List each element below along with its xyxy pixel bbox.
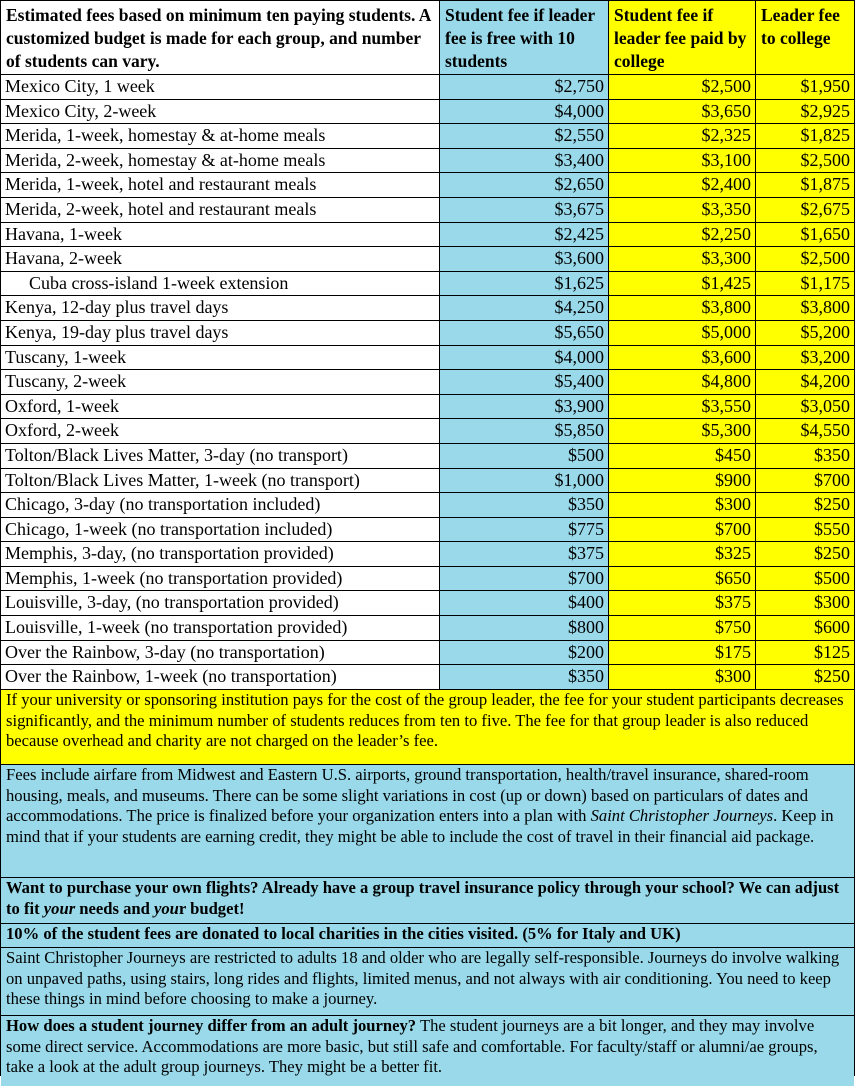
trip-name: Kenya, 19-day plus travel days [1,321,440,345]
table-row [1,223,854,248]
leader-fee: $2,500 [756,247,854,271]
leader-fee: $550 [756,518,854,542]
table-row [1,198,854,223]
student-fee-paid-leader: $300 [609,493,756,517]
student-fee-paid-leader: $450 [609,444,756,468]
trip-name: Over the Rainbow, 1-week (no transportation) [1,665,440,689]
student-fee-free-leader: $3,600 [440,247,609,271]
student-fee-free-leader: $800 [440,616,609,640]
table-row [1,75,854,100]
student-fee-paid-leader: $2,500 [609,75,756,99]
table-row [1,493,854,518]
leader-fee: $300 [756,591,854,615]
header-leader-fee: Leader fee to college [756,1,854,74]
own-flights-your-2: you [154,898,179,918]
table-row [1,149,854,174]
leader-fee: $1,175 [756,272,854,296]
table-row [1,173,854,198]
trip-name: Merida, 1-week, homestay & at-home meals [1,124,440,148]
leader-fee: $3,800 [756,296,854,320]
student-fee-paid-leader: $300 [609,665,756,689]
table-row [1,370,854,395]
donation-note: 10% of the student fees are donated to local charities in the cities visited. (5% for Italy and UK) [1,924,854,948]
table-row [1,346,854,371]
leader-fee: $2,925 [756,100,854,124]
leader-fee: $700 [756,469,854,493]
student-fee-free-leader: $4,000 [440,346,609,370]
leader-fee: $4,550 [756,419,854,443]
student-fee-paid-leader: $1,425 [609,272,756,296]
student-fee-paid-leader: $3,350 [609,198,756,222]
leader-fee: $5,200 [756,321,854,345]
leader-fee: $2,500 [756,149,854,173]
leader-fee: $1,650 [756,223,854,247]
trip-name: Tolton/Black Lives Matter, 1-week (no transport) [1,469,440,493]
table-row [1,616,854,641]
fees-include-note [1,765,854,878]
leader-fee: $250 [756,665,854,689]
header-student-fee-paid-leader: Student fee if leader fee paid by college [609,1,756,74]
trip-name: Mexico City, 1 week [1,75,440,99]
table-row [1,321,854,346]
student-fee-paid-leader: $325 [609,542,756,566]
leader-fee: $350 [756,444,854,468]
table-row [1,641,854,666]
student-fee-paid-leader: $5,000 [609,321,756,345]
trip-name: Merida, 1-week, hotel and restaurant meals [1,173,440,197]
table-row [1,395,854,420]
trip-name: Tuscany, 2-week [1,370,440,394]
table-row [1,542,854,567]
trip-name: Kenya, 12-day plus travel days [1,296,440,320]
trip-name: Memphis, 3-day, (no transportation provided) [1,542,440,566]
fees-include-text-a: Fees include airfare from Midwest and Eastern U.S. airports, ground transportation, health/travel insurance, shared-room housing, meals, and museums. There can be some slight variations in cost (up or down) based on particulars of dates and accommodations. The price is finalized before your organization enters into a plan with [6,764,809,826]
trip-name: Chicago, 1-week (no transportation included) [1,518,440,542]
student-fee-free-leader: $700 [440,567,609,591]
student-fee-free-leader: $1,000 [440,469,609,493]
header-trip: Estimated fees based on minimum ten paying students. A customized budget is made for each group, and number of students can vary. [1,1,440,74]
own-flights-text-c: r budget! [178,898,245,918]
student-fee-free-leader: $4,000 [440,100,609,124]
table-row [1,272,854,297]
student-journey-answer: The student journeys are a bit longer, and they may involve some direct service. Accommodations are more basic, but still safe and comfortable. For faculty/staff or alumni/ae groups, take a look at the adult group journeys. They might be a better fit. [6,1015,818,1077]
table-row [1,518,854,543]
student-fee-free-leader: $375 [440,542,609,566]
leader-fee: $1,875 [756,173,854,197]
table-row [1,419,854,444]
student-fee-paid-leader: $2,325 [609,124,756,148]
table-row [1,665,854,690]
student-fee-paid-leader: $3,300 [609,247,756,271]
student-fee-free-leader: $2,550 [440,124,609,148]
student-fee-free-leader: $350 [440,493,609,517]
restrictions-note: Saint Christopher Journeys are restricted to adults 18 and older who are legally self-responsible. Journeys do involve walking on unpaved paths, using stairs, long rides and flights, limited menus, and not always with air conditioning. You need to keep these things in mind before choosing to make a journey. [1,948,854,1016]
trip-name: Merida, 2-week, hotel and restaurant meals [1,198,440,222]
student-fee-paid-leader: $900 [609,469,756,493]
leader-fee: $1,950 [756,75,854,99]
table-row [1,124,854,149]
student-fee-paid-leader: $5,300 [609,419,756,443]
leader-fee: $500 [756,567,854,591]
trip-name: Chicago, 3-day (no transportation included) [1,493,440,517]
table-row [1,567,854,592]
student-fee-free-leader: $4,250 [440,296,609,320]
student-fee-free-leader: $500 [440,444,609,468]
trip-name: Havana, 2-week [1,247,440,271]
leader-fee: $250 [756,542,854,566]
trip-name: Havana, 1-week [1,223,440,247]
table-row [1,100,854,125]
student-fee-free-leader: $2,425 [440,223,609,247]
student-fee-paid-leader: $650 [609,567,756,591]
student-fee-free-leader: $775 [440,518,609,542]
student-fee-paid-leader: $4,800 [609,370,756,394]
student-fee-free-leader: $2,750 [440,75,609,99]
own-flights-text-a: Want to purchase your own flights? Already have a group travel insurance policy through your school? We can adjust to fit [6,877,840,918]
leader-fee: $600 [756,616,854,640]
student-fee-free-leader: $400 [440,591,609,615]
header-student-fee-free-leader: Student fee if leader fee is free with 10 students [440,1,609,74]
student-fee-free-leader: $2,650 [440,173,609,197]
leader-fee: $250 [756,493,854,517]
leader-fee: $1,825 [756,124,854,148]
student-fee-paid-leader: $2,400 [609,173,756,197]
student-journey-question: How does a student journey differ from an adult journey? [6,1015,417,1035]
student-fee-paid-leader: $750 [609,616,756,640]
student-fee-free-leader: $3,400 [440,149,609,173]
leader-fee: $3,050 [756,395,854,419]
table-header [1,1,854,75]
student-fee-paid-leader: $3,800 [609,296,756,320]
leader-fee: $3,200 [756,346,854,370]
own-flights-note [1,878,854,924]
table-row [1,591,854,616]
trip-name: Oxford, 2-week [1,419,440,443]
own-flights-your-1: your [43,898,76,918]
trip-name: Oxford, 1-week [1,395,440,419]
leader-fee: $125 [756,641,854,665]
student-fee-free-leader: $1,625 [440,272,609,296]
student-fee-free-leader: $3,675 [440,198,609,222]
table-row [1,247,854,272]
trip-name: Mexico City, 2-week [1,100,440,124]
leader-fee-note: If your university or sponsoring institution pays for the cost of the group leader, the fee for your student participants decreases significantly, and the minimum number of students reduces from ten to five. The fee for that group leader is also reduced because overhead and charity are not charged on the leader’s fee. [1,690,854,765]
student-fee-free-leader: $3,900 [440,395,609,419]
trip-name: Merida, 2-week, homestay & at-home meals [1,149,440,173]
leader-fee: $4,200 [756,370,854,394]
student-fee-free-leader: $350 [440,665,609,689]
student-journey-note [1,1016,854,1086]
table-body [1,75,854,690]
leader-fee: $2,675 [756,198,854,222]
trip-name: Tolton/Black Lives Matter, 3-day (no transport) [1,444,440,468]
fees-include-text-b: . Keep in mind that if your students are earning credit, they might be able to include the cost of travel in their financial aid package. [6,806,834,847]
student-fee-paid-leader: $175 [609,641,756,665]
trip-name: Memphis, 1-week (no transportation provided) [1,567,440,591]
student-fee-paid-leader: $375 [609,591,756,615]
student-fee-paid-leader: $3,100 [609,149,756,173]
trip-name: Tuscany, 1-week [1,346,440,370]
trip-name: Over the Rainbow, 3-day (no transportation) [1,641,440,665]
trip-name: Louisville, 1-week (no transportation provided) [1,616,440,640]
student-fee-free-leader: $5,400 [440,370,609,394]
table-row [1,444,854,469]
organization-name: Saint Christopher Journeys [590,806,774,826]
student-fee-paid-leader: $2,250 [609,223,756,247]
table-row [1,469,854,494]
student-fee-free-leader: $5,850 [440,419,609,443]
student-fee-free-leader: $5,650 [440,321,609,345]
student-fee-paid-leader: $700 [609,518,756,542]
student-fee-paid-leader: $3,650 [609,100,756,124]
trip-name: Louisville, 3-day, (no transportation provided) [1,591,440,615]
student-fee-paid-leader: $3,600 [609,346,756,370]
student-fee-free-leader: $200 [440,641,609,665]
trip-name: Cuba cross-island 1-week extension [1,272,440,296]
table-row [1,296,854,321]
student-fee-paid-leader: $3,550 [609,395,756,419]
own-flights-text-b: needs and [75,898,155,918]
